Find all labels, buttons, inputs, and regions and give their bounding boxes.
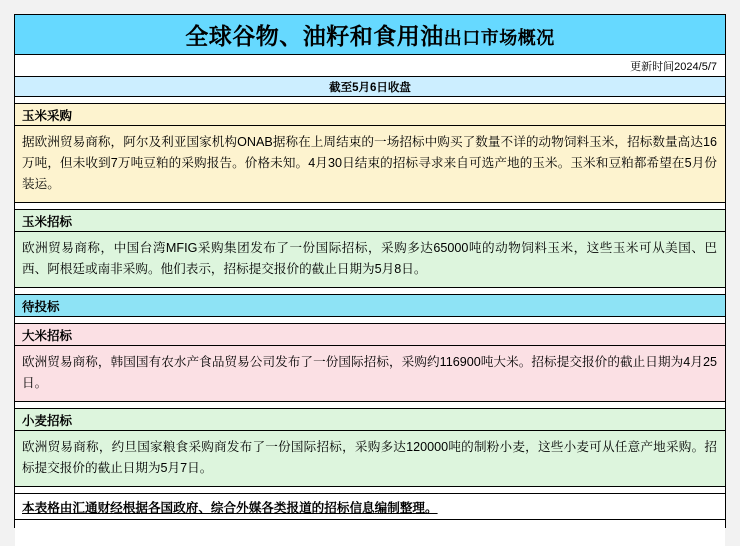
spacer-row-5	[15, 487, 725, 494]
section-body-corn-tender	[15, 232, 725, 288]
update-time-row	[15, 55, 725, 77]
section-heading-corn-tender	[15, 210, 725, 232]
page-title-suffix: 出口市场概况	[443, 28, 555, 48]
section-heading-label: 小麦招标	[22, 413, 73, 428]
section-heading-rice-tender	[15, 324, 725, 346]
section-body-text: 欧洲贸易商称，韩国国有农水产食品贸易公司发布了一份国际招标，采购约116900吨大米。招标提交报价的截止日期为4月25日。	[22, 355, 717, 390]
section-body-corn-purchase	[15, 126, 725, 203]
section-heading-label: 大米招标	[22, 328, 73, 343]
close-note-row	[15, 77, 725, 97]
section-heading-wheat-tender	[15, 409, 725, 431]
section-body-text: 据欧洲贸易商称，阿尔及利亚国家机构ONAB据称在上周结束的一场招标中购买了数量不详的动物饲料玉米，招标数量高达16万吨，但未收到7万吨豆粕的采购报告。价格未知。4月30日结束的招标寻求来自可选产地的玉米。玉米和豆粕都希望在5月份装运。	[22, 135, 717, 191]
close-note: 截至5月6日收盘	[329, 81, 411, 94]
spacer-row-1	[15, 97, 725, 104]
spacer-row-3	[15, 288, 725, 295]
section-body-text: 欧洲贸易商称，约旦国家粮食采购商发布了一份国际招标，采购多达120000吨的制粉小麦，这些小麦可从任意产地采购。招标提交报价的截止日期为5月7日。	[22, 440, 717, 475]
bottom-blank-row	[15, 520, 725, 546]
section-body-rice-tender	[15, 346, 725, 402]
section-body-pending-tender	[15, 317, 725, 324]
title-row	[15, 15, 725, 55]
section-heading-pending-tender	[15, 295, 725, 317]
section-body-wheat-tender	[15, 431, 725, 487]
section-heading-label: 玉米招标	[22, 214, 73, 229]
spacer-row-4	[15, 402, 725, 409]
footer-note-row	[15, 494, 725, 520]
footer-note: 本表格由汇通财经根据各国政府、综合外媒各类报道的招标信息编制整理。	[22, 501, 438, 515]
section-heading-label: 玉米采购	[22, 108, 73, 123]
spacer-row-2	[15, 203, 725, 210]
update-time: 更新时间2024/5/7	[630, 60, 717, 73]
page-title	[185, 18, 555, 51]
report-table	[14, 14, 726, 528]
section-heading-label: 待投标	[22, 299, 60, 314]
page-title-main: 全球谷物、油籽和食用油	[185, 24, 444, 49]
section-heading-corn-purchase	[15, 104, 725, 126]
section-body-text: 欧洲贸易商称，中国台湾MFIG采购集团发布了一份国际招标，采购多达65000吨的动物饲料玉米，这些玉米可从美国、巴西、阿根廷或南非采购。他们表示，招标提交报价的截止日期为5月8日。	[22, 241, 717, 276]
